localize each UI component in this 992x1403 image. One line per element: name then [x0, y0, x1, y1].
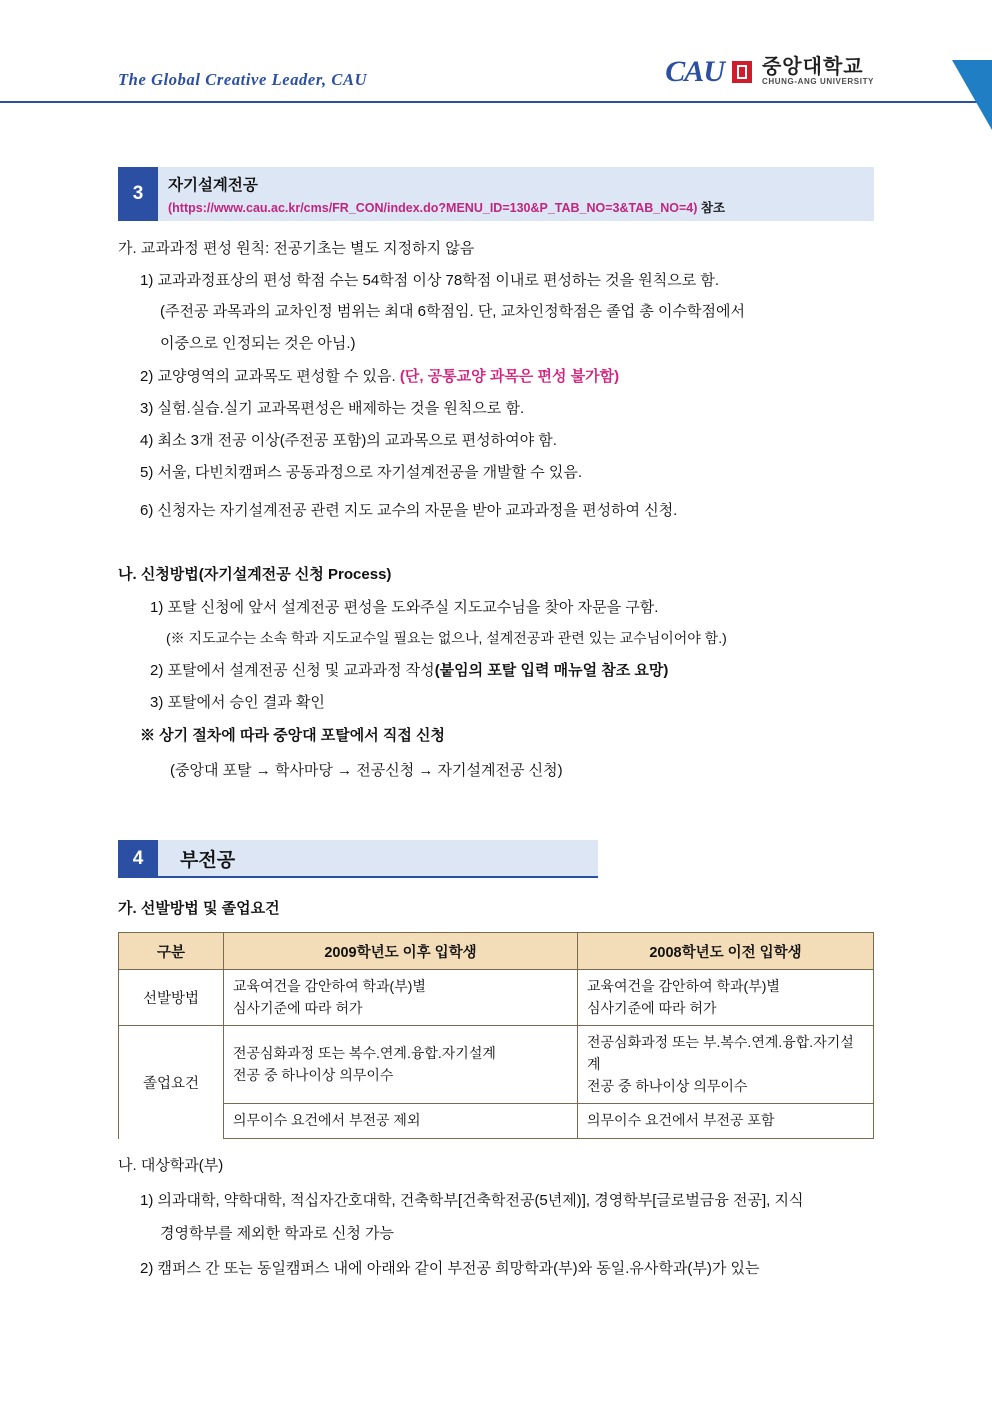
table-cell-1-2 [578, 1026, 874, 1104]
table-cell-line: 교육여건을 감안하여 학과(부)별 [233, 978, 426, 994]
section-3-item-1-cont1: (주전공 과목과의 교차인정 범위는 최대 6학점임. 단, 교차인정학점은 졸업 총 이수학점에서 [160, 303, 745, 320]
table-cell-1-1 [224, 1026, 578, 1104]
section-3-b-item-2-pre: 2) 포탈에서 설계전공 신청 및 교과과정 작성 [150, 662, 435, 679]
table-row [119, 1104, 874, 1139]
minor-requirements-table [118, 932, 874, 1139]
section-3-item-6: 6) 신청자는 자기설계전공 관련 지도 교수의 자문을 받아 교과과정을 편성하여 신청. [140, 502, 678, 519]
table-row [119, 970, 874, 1026]
section-3-url-suffix: 참조 [700, 200, 726, 215]
logo-korean-name: 중앙대학교 [761, 56, 864, 79]
table-cell-line: 심사기준에 따라 허가 [233, 999, 363, 1016]
section-3-note: ※ 상기 절차에 따라 중앙대 포탈에서 직접 신청 [140, 727, 445, 744]
section-3-item-2-text: 2) 교양영역의 교과목도 편성할 수 있음. [140, 368, 400, 385]
section-3-body [158, 167, 874, 221]
table-header-1: 2009학년도 이후 입학생 [224, 933, 578, 970]
table-cell-0-1 [224, 970, 578, 1026]
table-cell-line: 전공 중 하나이상 의무이수 [233, 1066, 394, 1083]
table-cell-line: 심사기준에 따라 허가 [587, 999, 717, 1016]
section-3-b-item-1: 1) 포탈 신청에 앞서 설계전공 편성을 도와주실 지도교수님을 찾아 자문을 구함. [150, 599, 659, 616]
section-3-url-text[interactable]: (https://www.cau.ac.kr/cms/FR_CON/index.do?MENU_ID=130&P_TAB_NO=3&TAB_NO=4) [168, 200, 698, 215]
section-4-b-item-2: 2) 캠퍼스 간 또는 동일캠퍼스 내에 아래와 같이 부전공 희망학과(부)와 동일.유사학과(부)가 있는 [140, 1260, 760, 1277]
section-4-banner [118, 840, 598, 878]
section-3-b-item-3: 3) 포탈에서 승인 결과 확인 [150, 694, 325, 711]
section-3-title: 자기설계전공 [168, 176, 258, 194]
section-3-item-4: 4) 최소 3개 전공 이상(주전공 포함)의 교과목으로 편성하여야 함. [140, 432, 557, 449]
header-tagline: The Global Creative Leader, CAU [118, 70, 368, 89]
section-3-heading-b-em: (자기설계전공 신청 Process) [198, 566, 392, 583]
section-4-b-item-1: 1) 의과대학, 약학대학, 적십자간호대학, 건축학부[건축학전공(5년제)], 경영학부[글로벌금융 전공], 지식 [140, 1192, 804, 1209]
table-cell-2-1: 의무이수 요건에서 부전공 제외 [224, 1104, 578, 1139]
page-header [0, 0, 992, 108]
logo-mark-icon [732, 61, 752, 83]
section-3-banner [118, 167, 874, 221]
section-3-b-item-1-note: (※ 지도교수는 소속 학과 지도교수일 필요는 없으나, 설계전공과 관련 있는 교수님이어야 함.) [166, 630, 727, 646]
table-cell-2-2: 의무이수 요건에서 부전공 포함 [578, 1104, 874, 1139]
section-3-item-1-cont2: 이중으로 인정되는 것은 아님.) [160, 335, 356, 352]
section-4-number: 4 [118, 840, 158, 878]
section-4-body [158, 840, 598, 878]
table-cell-line: 전공심화과정 또는 복수.연계.융합.자기설계 [233, 1045, 496, 1062]
section-3-heading-b [118, 564, 391, 587]
corner-triangle-decoration [952, 60, 992, 130]
table-row-label-0: 선발방법 [119, 970, 224, 1026]
table-cell-line: 전공심화과정 또는 부.복수.연계.융합.자기설계 [587, 1034, 854, 1073]
section-3-b-item-2-em: (붙임의 포탈 입력 매뉴얼 참조 요망) [434, 662, 669, 679]
logo-english-name: CHUNG-ANG UNIVERSITY [761, 77, 874, 87]
table-cell-line: 교육여건을 감안하여 학과(부)별 [587, 978, 780, 994]
logo-wordmark: CAU [665, 55, 724, 88]
section-3-item-a: 가. 교과과정 편성 원칙: 전공기초는 별도 지정하지 않음 [118, 240, 475, 257]
logo-text [762, 57, 874, 86]
section-4-heading-a: 가. 선발방법 및 졸업요건 [118, 900, 280, 917]
table-row-label-1: 졸업요건 [119, 1026, 224, 1139]
section-4-b-item-1-cont: 경영학부를 제외한 학과로 신청 가능 [160, 1225, 395, 1242]
table-header-row [119, 933, 874, 970]
section-3-item-2-emphasis: (단, 공통교양 과목은 편성 불가함) [399, 368, 620, 385]
table-cell-0-2 [578, 970, 874, 1026]
section-3-item-1: 1) 교과과정표상의 편성 학점 수는 54학점 이상 78학점 이내로 편성하는 것을 원칙으로 함. [140, 272, 720, 289]
table-header-0: 구분 [119, 933, 224, 970]
cau-logo [665, 55, 874, 89]
section-3-b-item-2 [150, 660, 668, 683]
section-3-number: 3 [118, 167, 158, 221]
section-3-item-3: 3) 실험.실습.실기 교과목편성은 배제하는 것을 원칙으로 함. [140, 400, 525, 417]
section-4-title: 부전공 [180, 849, 236, 871]
section-3-url [168, 198, 874, 216]
section-4-heading-b: 나. 대상학과(부) [118, 1157, 224, 1174]
section-3-heading-b-pre: 나. 신청방법 [118, 566, 199, 583]
section-3-item-2 [140, 366, 619, 389]
table-cell-line: 전공 중 하나이상 의무이수 [587, 1077, 748, 1094]
header-divider [0, 101, 992, 103]
table-row [119, 1026, 874, 1104]
section-3-item-5: 5) 서울, 다빈치캠퍼스 공동과정으로 자기설계전공을 개발할 수 있음. [140, 464, 583, 481]
table-header-2: 2008학년도 이전 입학생 [578, 933, 874, 970]
section-3-note-sub: (중앙대 포탈 → 학사마당 → 전공신청 → 자기설계전공 신청) [170, 762, 563, 779]
